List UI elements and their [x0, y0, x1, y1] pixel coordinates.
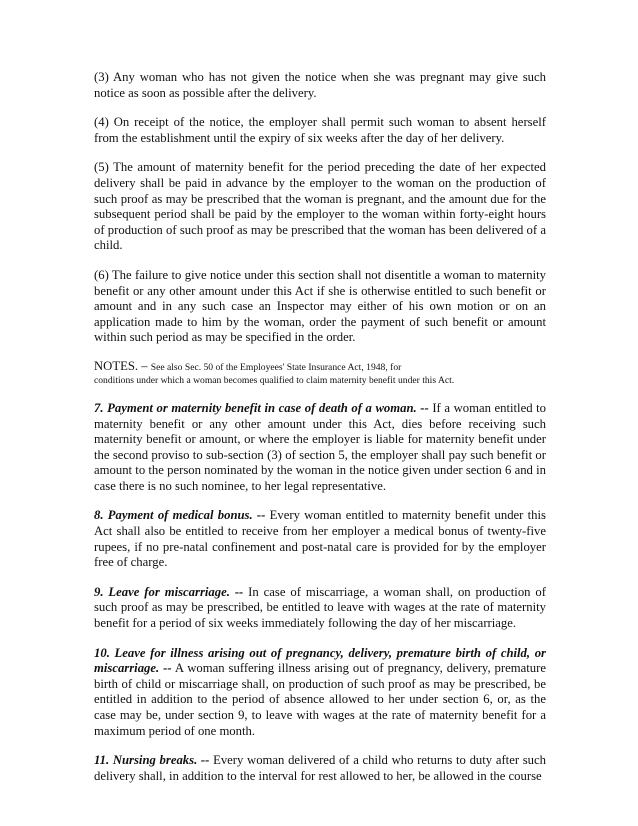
section-11-body: Every woman delivered of a child who returns to duty after such delivery shall, in addition to the interval for rest allowed to her, be allowed in the course: [94, 753, 546, 783]
paragraph-subsection-3: (3) Any woman who has not given the notice when she was pregnant may give such notice as soon as possible after the delivery.: [94, 70, 546, 100]
section-10: [94, 646, 546, 740]
section-8-body: Every woman entitled to maternity benefit under this Act shall also be entitled to receive from her employer a medical bonus of twenty-five rupees, if no pre-natal confinement and post-natal care is provided for by the employer free of charge.: [94, 508, 546, 570]
notes-label: NOTES. –: [94, 358, 151, 373]
paragraph-subsection-4: (4) On receipt of the notice, the employer shall permit such woman to absent herself from the establishment until the expiry of six weeks after the day of her delivery.: [94, 115, 546, 145]
section-11: [94, 753, 546, 784]
section-7: [94, 401, 546, 495]
paragraph-subsection-6: (6) The failure to give notice under this section shall not disentitle a woman to maternity benefit or any other amount under this Act if she is otherwise entitled to such benefit or amount and in any such case an Inspector may either of his own motion or on an application made to him by the woman, order the payment of such benefit or amount within such period as may be specified in the order.: [94, 267, 546, 345]
section-9-body: In case of miscarriage, a woman shall, on production of such proof as may be prescribed, be entitled to leave with wages at the rate of maternity benefit for a period of six weeks immediately following the day of her miscarriage.: [94, 584, 546, 631]
section-10-body: A woman suffering illness arising out of pregnancy, delivery, premature birth of child or miscarriage shall, on production of such proof as may be prescribed, be entitled in addition to the period of absence allowed to her under section 6, or, as the case may be, under section 9, to leave with wages at the rate of maternity benefit for a maximum period of one month.: [94, 661, 546, 738]
notes-line-1: See also Sec. 50 of the Employees' State Insurance Act, 1948, for: [150, 361, 402, 373]
section-11-heading: 11. Nursing breaks. --: [94, 753, 210, 768]
paragraph-subsection-5: (5) The amount of maternity benefit for the period preceding the date of her expected delivery shall be paid in advance by the employer to the woman on the production of such proof as may be prescribed that the woman is pregnant, and the amount due for the subsequent period shall be paid by the employer to the woman within forty-eight hours of production of such proof as may be prescribed that the woman has been delivered of a child.: [94, 160, 546, 253]
section-8-heading: 8. Payment of medical bonus. --: [94, 508, 266, 523]
section-8: [94, 508, 546, 570]
section-7-body: If a woman entitled to maternity benefit or any other amount under this Act, dies before receiving such maternity benefit or amount, or where the employer is liable for maternity benefit under the second proviso to sub-section (3) of section 5, the employer shall pay such benefit or amount to the person nominated by the woman in the notice given under section 6 and in case there is no such nominee, to her legal representative.: [94, 400, 546, 493]
section-9: [94, 585, 546, 632]
notes-line-2: conditions under which a woman becomes qualified to claim maternity benefit under this Act.: [94, 374, 455, 386]
section-10-heading: 10. Leave for illness arising out of pregnancy, delivery, premature birth of child, or miscarriage. --: [94, 645, 546, 676]
section-9-heading: 9. Leave for miscarriage. --: [94, 584, 244, 599]
document-page: [94, 70, 546, 798]
section-7-heading: 7. Payment or maternity benefit in case of death of a woman. --: [94, 400, 429, 415]
notes-block: [94, 360, 546, 387]
